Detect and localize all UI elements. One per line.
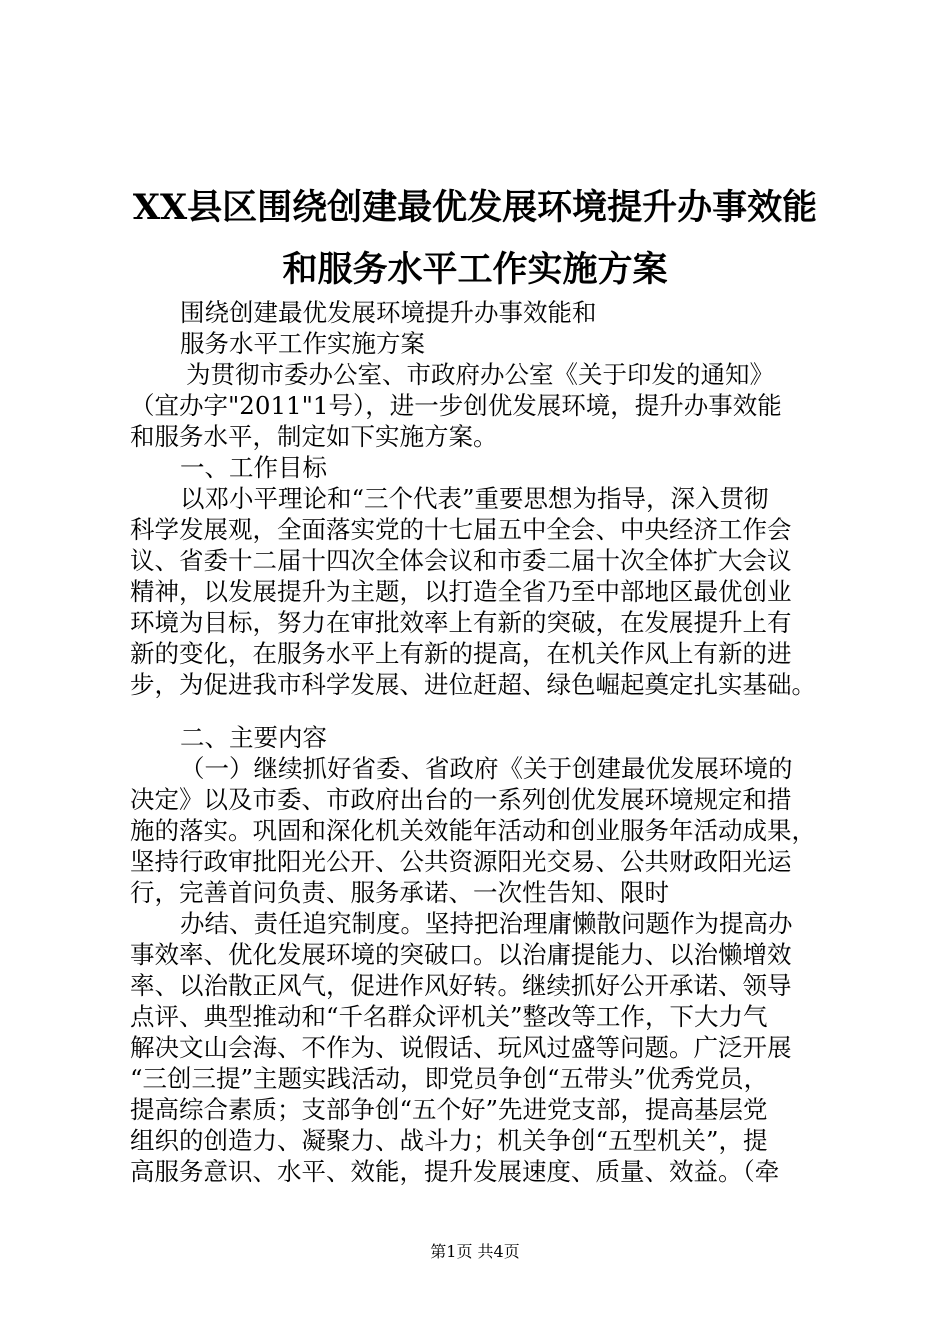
paragraph-line: 率、以治散正风气，促进作风好转。继续抓好公开承诺、领导 (130, 971, 792, 1000)
paragraph-line: 解决文山会海、不作为、说假话、玩风过盛等问题。广泛开展 (130, 1033, 792, 1062)
page-number-footer: 第1页 共4页 (430, 1242, 520, 1261)
document-title-line-2: 和服务水平工作实施方案 (282, 249, 668, 290)
paragraph-line: “三创三提”主题实践活动，即党员争创“五带头”优秀党员， (130, 1064, 769, 1093)
paragraph-line: 议、省委十二届十四次全体会议和市委二届十次全体扩大会议 (130, 546, 792, 575)
paragraph-line: 新的变化，在服务水平上有新的提高，在机关作风上有新的进 (130, 639, 792, 668)
paragraph-line: 和服务水平，制定如下实施方案。 (130, 422, 498, 451)
subtitle-line: 服务水平工作实施方案 (180, 329, 425, 358)
paragraph-line: 精神，以发展提升为主题，以打造全省乃至中部地区最优创业 (130, 577, 792, 606)
section-heading: 一、工作目标 (180, 453, 327, 482)
paragraph-line: 提高综合素质；支部争创“五个好”先进党支部，提高基层党 (130, 1095, 768, 1124)
paragraph-line: 环境为目标，努力在审批效率上有新的突破，在发展提升上有 (130, 608, 792, 637)
paragraph-line: 坚持行政审批阳光公开、公共资源阳光交易、公共财政阳光运 (130, 847, 792, 876)
paragraph-line: 办结、责任追究制度。坚持把治理庸懒散问题作为提高办 (180, 909, 793, 938)
paragraph-line: 行，完善首问负责、服务承诺、一次性告知、限时 (130, 878, 669, 907)
paragraph-line: 点评、典型推动和“千名群众评机关”整改等工作，下大力气 (130, 1002, 768, 1031)
paragraph-line: 步，为促进我市科学发展、进位赶超、绿色崛起奠定扎实基础。 (130, 670, 816, 699)
paragraph-line: 事效率、优化发展环境的突破口。以治庸提能力、以治懒增效 (130, 940, 792, 969)
subtitle-line: 围绕创建最优发展环境提升办事效能和 (180, 298, 597, 327)
paragraph-line: 施的落实。巩固和深化机关效能年活动和创业服务年活动成果， (130, 816, 816, 845)
paragraph-line: 组织的创造力、凝聚力、战斗力；机关争创“五型机关”，提 (130, 1126, 768, 1155)
paragraph-line: 以邓小平理论和“三个代表”重要思想为指导，深入贯彻 (180, 484, 769, 513)
paragraph-line: （宜办字"2011"1号），进一步创优发展环境，提升办事效能 (130, 391, 782, 420)
paragraph-line: 科学发展观，全面落实党的十七届五中全会、中央经济工作会 (130, 515, 792, 544)
paragraph-spacer (130, 700, 850, 722)
paragraph-line: 高服务意识、水平、效能，提升发展速度、质量、效益。（牵 (130, 1157, 780, 1186)
document-title-line-1: XX县区围绕创建最优发展环境提升办事效能 (132, 187, 818, 228)
paragraph-line: 决定》以及市委、市政府出台的一系列创优发展环境规定和措 (130, 785, 792, 814)
paragraph-line: 为贯彻市委办公室、市政府办公室《关于印发的通知》 (186, 360, 774, 389)
section-heading: 二、主要内容 (180, 723, 327, 752)
document-body (130, 297, 850, 1187)
paragraph-line: （一）继续抓好省委、省政府《关于创建最优发展环境的 (180, 754, 793, 783)
